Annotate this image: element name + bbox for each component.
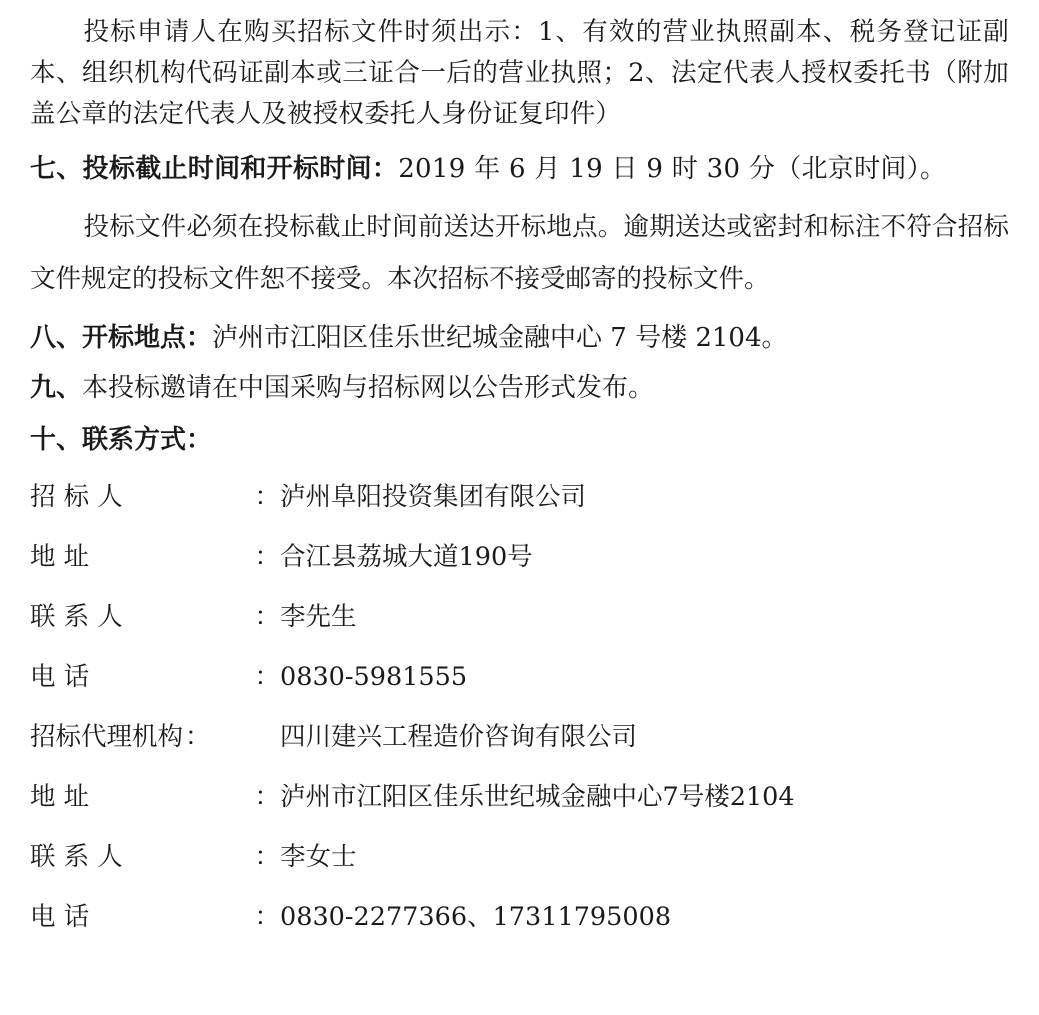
- contact-value: 合江县荔城大道190号: [280, 542, 533, 572]
- contact-list: [30, 467, 1009, 947]
- section-seven: [30, 147, 1009, 191]
- section-eight-label: 八、开标地点：: [30, 323, 213, 353]
- contact-key: 招 标 人 ：: [30, 482, 280, 512]
- contact-key: 地 址 ：: [30, 542, 280, 572]
- contact-key: 联 系 人 ：: [30, 602, 280, 632]
- contact-key: 地 址 ：: [30, 782, 280, 812]
- contact-value: 李女士: [280, 842, 357, 872]
- section-ten-title: 十、联系方式：: [30, 425, 213, 455]
- section-eight: [30, 315, 1009, 361]
- intro-paragraph: 投标申请人在购买招标文件时须出示：1、有效的营业执照副本、税务登记证副本、组织机构代码证副本或三证合一后的营业执照；2、法定代表人授权委托书（附加盖公章的法定代表人及被授权委托人身份证复印件）: [30, 17, 1009, 129]
- section-seven-label: 七、投标截止时间和开标时间：: [30, 154, 399, 184]
- section-nine-value: 本投标邀请在中国采购与招标网以公告形式发布。: [82, 373, 655, 403]
- contact-row-agency-address: [30, 767, 1009, 827]
- contact-key: 联 系 人 ：: [30, 842, 280, 872]
- contact-row-bidder: [30, 467, 1009, 527]
- contact-key: 招标代理机构 ：: [30, 722, 211, 752]
- section-nine-label: 九、: [30, 373, 83, 403]
- section-seven-value: 2019 年 6 月 19 日 9 时 30 分（北京时间）。: [398, 154, 947, 184]
- contact-row-bidder-phone: [30, 647, 1009, 707]
- contact-row-agency-phone: [30, 887, 1009, 947]
- contact-value: 李先生: [280, 602, 357, 632]
- section-eight-value: 泸州市江阳区佳乐世纪城金融中心 7 号楼 2104。: [212, 323, 788, 353]
- contact-key: 电 话 ：: [30, 902, 280, 932]
- contact-value: 四川建兴工程造价咨询有限公司: [280, 722, 638, 752]
- contact-row-agency: [30, 707, 1009, 767]
- contact-row-bidder-person: [30, 587, 1009, 647]
- contact-key: 电 话 ：: [30, 662, 280, 692]
- contact-value: 0830-5981555: [280, 662, 468, 692]
- contact-value: 泸州市江阳区佳乐世纪城金融中心7号楼2104: [280, 782, 795, 812]
- contact-value: 0830-2277366、17311795008: [280, 902, 672, 932]
- section-seven-body: 投标文件必须在投标截止时间前送达开标地点。逾期送达或密封和标注不符合招标文件规定的投标文件恕不接受。本次招标不接受邮寄的投标文件。: [30, 212, 1009, 294]
- section-nine: [30, 365, 1009, 411]
- contact-row-bidder-address: [30, 527, 1009, 587]
- contact-row-agency-person: [30, 827, 1009, 887]
- contact-value: 泸州阜阳投资集团有限公司: [280, 482, 587, 512]
